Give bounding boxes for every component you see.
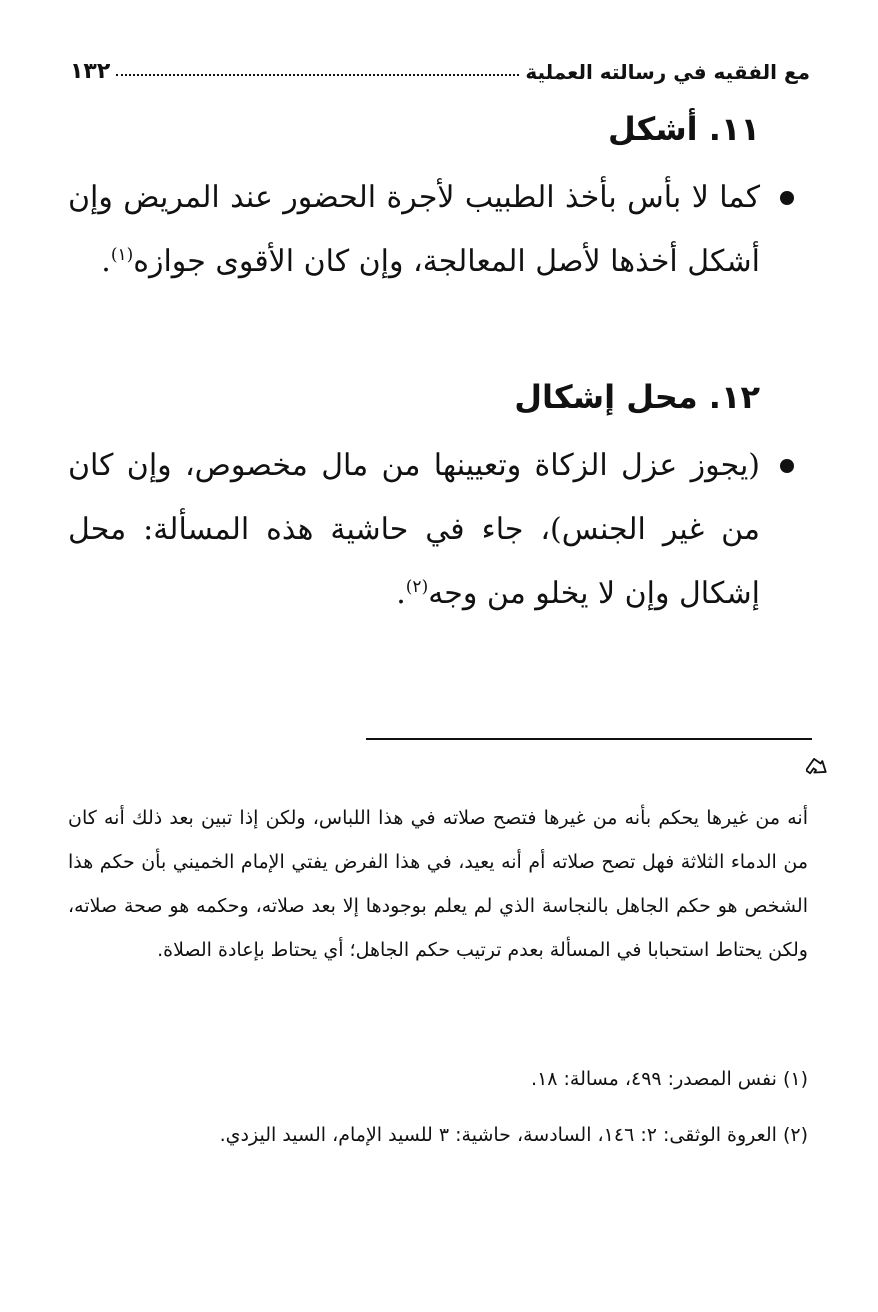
footnote-separator xyxy=(366,738,812,740)
section-heading-11: ١١. أشكل xyxy=(608,110,760,148)
header-dotted-leader xyxy=(116,74,519,76)
paragraph-text: (يجوز عزل الزكاة وتعيينها من مال مخصوص، وإن كان من غير الجنس)، جاء في حاشية هذه المسألة: محل إشكال وإن لا يخلو من وجه$^{(٢)}$. xyxy=(68,448,760,611)
bullet-paragraph-11 xyxy=(68,166,760,294)
paragraph-text: كما لا بأس بأخذ الطبيب لأجرة الحضور عند المريض وإن أشكل أخذها لأصل المعالجة، وإن كان الأقوى جوازه$^{(١)}$. xyxy=(68,180,760,279)
bullet-paragraph-12 xyxy=(68,434,760,626)
bullet-icon xyxy=(780,459,794,473)
book-title: مع الفقيه في رسالته العملية xyxy=(525,60,810,84)
footnote-1: (١) نفس المصدر: ٤٩٩، مسالة: ١٨. xyxy=(531,1068,808,1090)
footnote-2: (٢) العروة الوثقى: ٢: ١٤٦، السادسة، حاشية: ٣ للسيد الإمام، السيد اليزدي. xyxy=(219,1124,808,1146)
footnote-ref-1[interactable]: (١) xyxy=(110,245,134,265)
section-heading-12: ١٢. محل إشكال xyxy=(514,378,760,416)
bullet-icon xyxy=(780,191,794,205)
footnote-continuation-text: أنه من غيرها يحكم بأنه من غيرها فتصح صلاته في هذا اللباس، ولكن إذا تبين بعد ذلك أنه كان من الدماء الثلاثة فهل تصح صلاته أم أنه يعيد، في هذا الفرض يفتي الإمام الخميني بأن حكم هذا الشخص هو حكم الجاهل بالنجاسة الذي لم يعلم بوجودها إلا بعد صلاته، وحكمه هو صحة صلاته، ولكن يحتاط استحبابا في المسألة بعدم ترتيب حكم الجاهل؛ أي يحتاط بإعادة الصلاة. xyxy=(68,807,808,961)
page-number: ١٣٢ xyxy=(70,59,111,84)
page-header xyxy=(70,40,810,84)
footnote-ref-2[interactable]: (٢) xyxy=(405,577,429,597)
continuation-arrow-icon xyxy=(806,758,830,786)
